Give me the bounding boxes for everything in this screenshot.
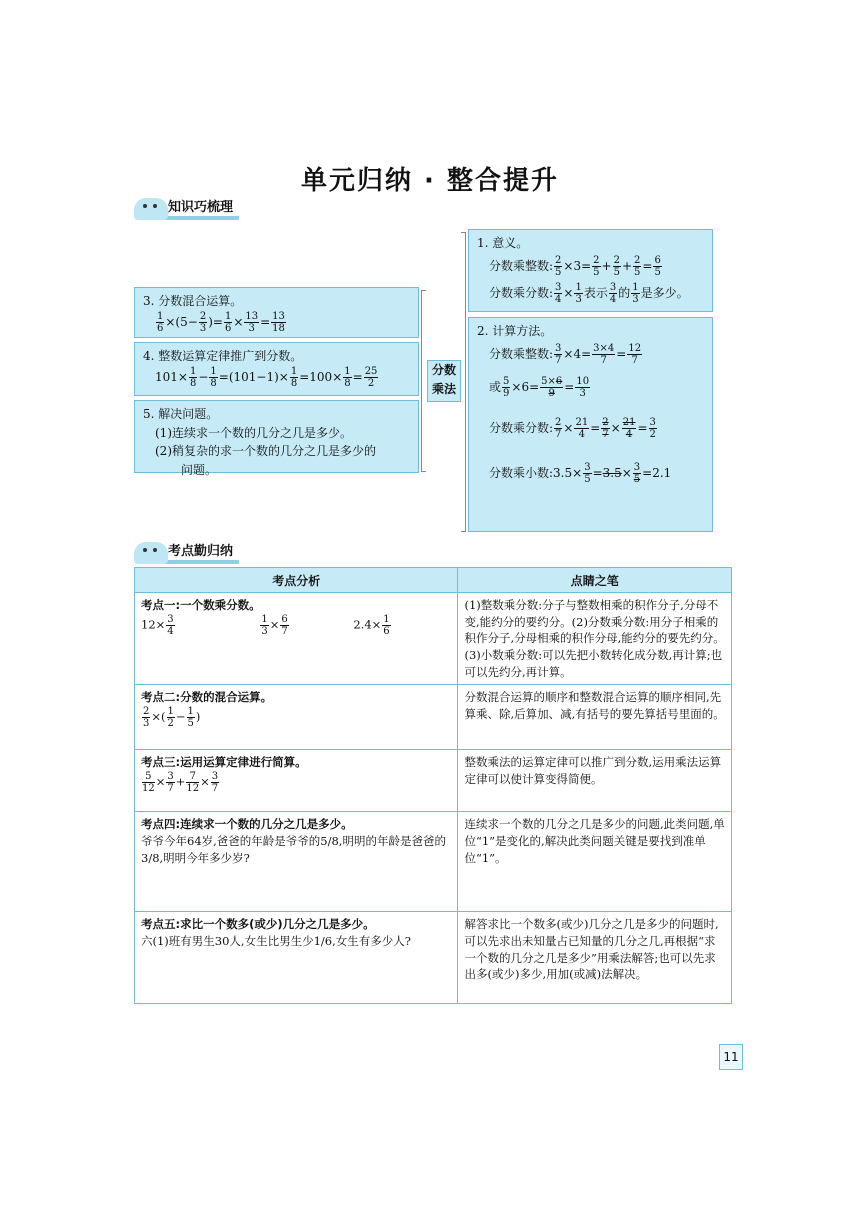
table-row [135,812,732,912]
knowledge-box-meaning [468,229,713,312]
analysis-cell [135,812,458,912]
exam-point-title: 考点三:运用运算定律进行简算。 [141,755,307,770]
exam-point-content: $\frac{2}{3}$ ×( $\frac{1}{2}$ − $\frac{1}{5}$ ) [143,706,201,730]
box-heading: 5. 解决问题。 [143,407,219,421]
note-cell: 连续求一个数的几分之几是多少的问题,此类问题,单位“1”是变化的,解决此类问题关键是要找到准单位“1”。 [458,812,732,912]
exam-point-title: 考点二:分数的混合运算。 [141,690,273,705]
mascot-icon [134,198,168,220]
table-row [135,912,732,1004]
knowledge-box-mixed-ops [134,287,419,338]
table-header-row [135,568,732,593]
table-row [135,593,732,685]
analysis-cell [135,750,458,812]
box-line: 问题。 [181,462,218,477]
column-header: 点睛之笔 [458,568,732,593]
formula: 101× $\frac{1}{8}$ − $\frac{1}{8}$ =(101−1)× $\frac{1}{8}$ =100× $\frac{1}{8}$ = $\frac{25}{2}$ [155,365,378,389]
box-heading: 1. 意义。 [477,236,529,250]
exam-points-table [134,567,732,1004]
table-row [135,685,732,750]
formula-label: 分数乘整数: [489,346,554,361]
exam-point-content: $\frac{5}{12}$ × $\frac{3}{7}$ + $\frac{7}{12}$ × $\frac{3}{7}$ [142,771,219,795]
formula-label: 分数乘分数: [489,420,554,435]
exam-point-title: 考点一:一个数乘分数。 [141,598,261,612]
note-cell: 解答求比一个数多(或少)几分之几是多少的问题时,可以先求出未知量占已知量的几分之几,再根据“求一个数的几分之几是多少”用乘法解答;也可以先求出多(或少)多少,用加(或减)法解决。 [458,912,732,1004]
box-heading: 3. 分数混合运算。 [143,294,243,308]
exam-point-title: 考点五:求比一个数多(或少)几分之几是多少。 [141,917,375,932]
center-label: 乘法 [431,382,456,396]
section-tag-knowledge [134,198,239,220]
exam-point-content: 爷爷今年64岁,爸爸的年龄是爷爷的5/8,明明的年龄是爸爸的3/8,明明今年多少岁? [141,834,446,865]
analysis-cell [135,593,458,685]
formula-label: 分数乘分数: [489,285,554,300]
center-label: 分数 [431,363,456,377]
formula: 分数乘分数: $\frac{3}{4}$ × $\frac{1}{3}$ 表示 $\frac{3}{4}$ 的 $\frac{1}{3}$ 是多少。 [489,281,689,305]
analysis-cell [135,912,458,1004]
box-heading: 2. 计算方法。 [477,324,553,338]
section-tag-exam-points [134,542,239,564]
note-cell: (1)整数乘分数:分子与整数相乘的积作分子,分母不变,能约分的要约分。(2)分数乘分数:用分子相乘的积作分子,分母相乘的积作分母,能约分的要先约分。(3)小数乘分数:可以先把小数转化成分数,再计算;也可以先约分,再计算。 [458,593,732,685]
exam-point-title: 考点四:连续求一个数的几分之几是多少。 [141,817,353,832]
right-brace [461,232,466,532]
left-brace [421,290,426,472]
mascot-icon [134,542,168,564]
box-line: (2)稍复杂的求一个数的几分之几是多少的 [155,444,376,459]
knowledge-box-method [468,317,713,532]
note-cell: 整数乘法的运算定律可以推广到分数,运用乘法运算定律可以使计算变得简便。 [458,750,732,812]
formula: 分数乘整数: $\frac{3}{7}$ ×4= $\frac{3\times 4}{7}$ = $\frac{12}{7}$ [489,342,642,366]
formula: 分数乘小数:3.5× $\frac{3}{5}$ =3.5× $\frac{3}{5}$ =2.1 [489,461,672,485]
note-cell: 分数混合运算的顺序和整数混合运算的顺序相同,先算乘、除,后算加、减,有括号的要先算括号里面的。 [458,685,732,750]
table-row [135,750,732,812]
page-number: 11 [719,1044,743,1070]
analysis-cell [135,685,458,750]
exam-point-content: 12× $\frac{3}{4}$ $\frac{1}{3}$ × $\frac{6}{7}$ 2.4× $\frac{1}{6}$ [141,613,390,637]
box-heading: 4. 整数运算定律推广到分数。 [143,349,303,363]
section-label: 考点勤归纳 [164,540,239,564]
knowledge-box-problems [134,400,419,477]
center-topic-box [427,360,461,402]
formula-label: 分数乘整数: [489,258,554,273]
knowledge-box-laws [134,342,419,396]
box-line: (1)连续求一个数的几分之几是多少。 [155,425,352,440]
section-label: 知识巧梳理 [164,196,239,220]
column-header: 考点分析 [135,568,458,593]
formula: $\frac{1}{6}$ ×(5− $\frac{2}{3}$ )= $\frac{1}{6}$ × $\frac{13}{3}$ = $\frac{13}{18}$ [157,310,285,334]
exam-point-content: 六(1)班有男生30人,女生比男生少1/6,女生有多少人? [141,934,411,949]
formula: 分数乘整数: $\frac{2}{5}$ ×3= $\frac{2}{5}$ + $\frac{2}{5}$ + $\frac{2}{5}$ = $\frac{6}{5}$ [489,254,661,278]
formula: 分数乘分数: $\frac{2}{7}$ × $\frac{21}{4}$ = $\frac{2}{7}$ × $\frac{21}{4}$ = $\frac{3}{2}$ [489,416,656,440]
formula-label: 分数乘小数: [489,465,554,480]
formula: 或 $\frac{5}{9}$ ×6= $\frac{5\times 6}{9}$ = $\frac{10}{3}$ [489,375,590,399]
formula-label: 或 [489,379,502,394]
page-title: 单元归纳 · 整合提升 [301,166,559,196]
